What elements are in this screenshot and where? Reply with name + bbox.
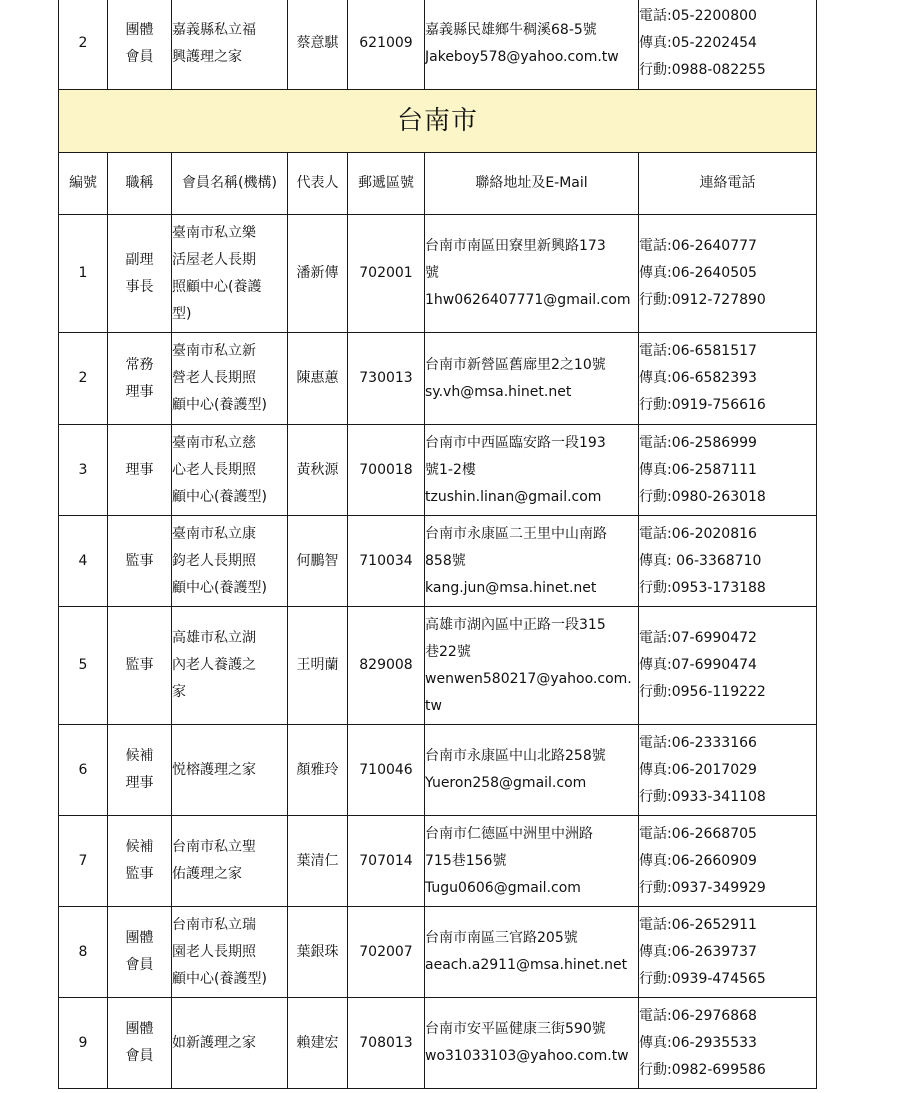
section-title-row: [59, 90, 817, 153]
cell-rep: 何鵬智: [288, 516, 348, 607]
phone-line: 電話:05-2200800: [639, 8, 757, 24]
name-line: 佑護理之家: [172, 866, 242, 882]
role-line: 理事: [125, 383, 154, 400]
fax-line: 傳真:06-2640505: [639, 265, 757, 281]
phone-line: 電話:06-2668705: [639, 825, 757, 842]
name-line: 興護理之家: [172, 48, 242, 65]
fax-line: 傳真:05-2202454: [639, 35, 757, 51]
email-link[interactable]: sy.vh@msa.hinet.net: [425, 383, 572, 400]
cell-phone: [639, 215, 817, 333]
name-line: 嘉義縣私立福: [172, 21, 256, 38]
cell-zip: 707014: [348, 816, 425, 907]
cell-name: [172, 816, 288, 907]
mobile-line: 行動:0956-119222: [639, 684, 766, 700]
table-row: [59, 516, 817, 607]
fax-line: 傳真:06-2587111: [639, 461, 757, 478]
member-table: [58, 0, 817, 1089]
cell-phone: [639, 333, 817, 425]
table-row-prev: [59, 0, 817, 90]
cell-no: 1: [59, 215, 108, 333]
name-line: 台南市私立聖: [172, 839, 256, 855]
fax-line: 傳真:07-6990474: [639, 657, 757, 673]
name-line: 臺南市私立慈: [172, 434, 256, 451]
address-line: 高雄市湖內區中正路一段315: [425, 616, 606, 633]
cell-name: [172, 516, 288, 607]
phone-line: 電話:06-2976868: [639, 1007, 757, 1024]
cell-address: [425, 516, 639, 607]
cell-no: 4: [59, 516, 108, 607]
cell-name: [172, 998, 288, 1089]
table-row: [59, 333, 817, 425]
cell-phone: [639, 516, 817, 607]
mobile-line: 行動:0919-756616: [639, 397, 766, 413]
role-line: 常務: [125, 356, 154, 373]
name-line: 悦榕護理之家: [172, 761, 256, 778]
name-line: 活屋老人長期: [172, 251, 256, 268]
phone-line: 電話:06-6581517: [639, 343, 757, 359]
cell-name: [172, 0, 288, 90]
cell-address: [425, 0, 639, 90]
cell-zip: 730013: [348, 333, 425, 425]
header-rep: 代表人: [288, 153, 348, 215]
cell-role: [108, 907, 172, 998]
address-line: 858號: [425, 552, 466, 569]
header-no: 編號: [59, 153, 108, 215]
cell-address: [425, 607, 639, 725]
cell-no: 7: [59, 816, 108, 907]
header-zip: 郵遞區號: [348, 153, 425, 215]
cell-rep: 顏雅玲: [288, 725, 348, 816]
cell-no: 2: [59, 0, 108, 90]
name-line: 顧中心(養護型): [172, 397, 267, 413]
table-row: [59, 425, 817, 516]
email-link[interactable]: aeach.a2911@msa.hinet.net: [425, 957, 628, 973]
cell-no: 8: [59, 907, 108, 998]
cell-address: [425, 998, 639, 1089]
role-line: 副理: [125, 251, 154, 268]
mobile-line: 行動:0933-341108: [639, 788, 766, 805]
cell-role: [108, 0, 172, 90]
cell-address: [425, 215, 639, 333]
cell-address: [425, 907, 639, 998]
mobile-line: 行動:0980-263018: [639, 488, 766, 505]
cell-address: [425, 333, 639, 425]
name-line: 家: [172, 684, 186, 700]
cell-rep: 賴建宏: [288, 998, 348, 1089]
role-line: 事長: [125, 278, 154, 295]
cell-name: [172, 907, 288, 998]
mobile-line: 行動:0939-474565: [639, 970, 766, 987]
cell-name: [172, 425, 288, 516]
cell-rep: 葉銀珠: [288, 907, 348, 998]
address-line: 台南市南區三官路205號: [425, 930, 578, 946]
name-line: 顧中心(養護型): [172, 970, 267, 987]
cell-phone: [639, 0, 817, 90]
cell-zip: 710034: [348, 516, 425, 607]
role-line: 團體: [125, 1021, 154, 1037]
cell-rep: 蔡意騏: [288, 0, 348, 90]
name-line: 台南市私立瑞: [172, 916, 256, 933]
table-row: [59, 907, 817, 998]
cell-zip: 708013: [348, 998, 425, 1089]
cell-role: [108, 725, 172, 816]
cell-address: [425, 816, 639, 907]
name-line: 營老人長期照: [172, 370, 256, 386]
fax-line: 傳真:06-2017029: [639, 761, 757, 778]
cell-role: [108, 607, 172, 725]
mobile-line: 行動:0953-173188: [639, 579, 766, 596]
fax-line: 傳真:06-2935533: [639, 1034, 757, 1051]
table-row: [59, 998, 817, 1089]
fax-line: 傳真:06-2660909: [639, 852, 757, 869]
cell-role: [108, 215, 172, 333]
address-line: 台南市仁德區中洲里中洲路: [425, 825, 593, 842]
cell-role: [108, 425, 172, 516]
email-link[interactable]: tw: [425, 697, 442, 714]
mobile-line: 行動:0982-699586: [639, 1061, 766, 1078]
cell-address: [425, 725, 639, 816]
email-link[interactable]: tzushin.linan@gmail.com: [425, 488, 602, 505]
phone-line: 電話:07-6990472: [639, 630, 757, 646]
role-line: 團體: [125, 930, 154, 946]
email-link[interactable]: wenwen580217@yahoo.com.: [425, 670, 632, 687]
address-line: 號: [425, 265, 439, 281]
address-line: 巷22號: [425, 643, 471, 660]
header-name: 會員名稱(機構): [172, 153, 288, 215]
cell-role: [108, 516, 172, 607]
header-address: 聯絡地址及E-Mail: [425, 153, 639, 215]
cell-zip: 710046: [348, 725, 425, 816]
cell-name: [172, 725, 288, 816]
cell-role: [108, 998, 172, 1089]
cell-phone: [639, 607, 817, 725]
cell-phone: [639, 725, 817, 816]
name-line: 高雄市私立湖: [172, 630, 256, 646]
cell-no: 2: [59, 333, 108, 425]
name-line: 臺南市私立樂: [172, 224, 256, 241]
role-line: 監事: [125, 552, 154, 569]
name-line: 型): [172, 305, 192, 322]
role-line: 會員: [125, 48, 154, 65]
name-line: 心老人長期照: [172, 461, 256, 478]
cell-no: 5: [59, 607, 108, 725]
role-line: 監事: [125, 657, 154, 673]
cell-rep: 王明蘭: [288, 607, 348, 725]
phone-line: 電話:06-2586999: [639, 434, 757, 451]
cell-rep: 黃秋源: [288, 425, 348, 516]
address-line: 號1-2樓: [425, 461, 476, 478]
section-title: 台南市: [59, 90, 817, 153]
address-line: 台南市中西區臨安路一段193: [425, 434, 606, 451]
role-line: 理事: [125, 461, 154, 478]
address-line: 台南市永康區中山北路258號: [425, 748, 606, 764]
mobile-line: 行動:0988-082255: [639, 62, 766, 78]
cell-phone: [639, 425, 817, 516]
cell-no: 9: [59, 998, 108, 1089]
role-line: 監事: [125, 866, 154, 882]
phone-line: 電話:06-2020816: [639, 525, 757, 542]
name-line: 顧中心(養護型): [172, 488, 267, 505]
cell-name: [172, 333, 288, 425]
name-line: 顧中心(養護型): [172, 579, 267, 596]
address-line: 台南市南區田寮里新興路173: [425, 238, 606, 254]
cell-zip: 829008: [348, 607, 425, 725]
address-line: 715巷156號: [425, 852, 507, 869]
email-link[interactable]: wo31033103@yahoo.com.tw: [425, 1048, 629, 1064]
cell-phone: [639, 998, 817, 1089]
header-row: [59, 153, 817, 215]
role-line: 團體: [125, 21, 154, 38]
cell-role: [108, 816, 172, 907]
phone-line: 電話:06-2652911: [639, 916, 757, 933]
table-row: [59, 607, 817, 725]
cell-zip: 621009: [348, 0, 425, 90]
email-link[interactable]: kang.jun@msa.hinet.net: [425, 579, 597, 596]
fax-line: 傳真:06-6582393: [639, 370, 757, 386]
name-line: 內老人養護之: [172, 657, 256, 673]
address-line: 台南市永康區二王里中山南路: [425, 525, 607, 542]
mobile-line: 行動:0937-349929: [639, 879, 766, 896]
cell-rep: 葉清仁: [288, 816, 348, 907]
name-line: 臺南市私立康: [172, 525, 256, 542]
email-link[interactable]: Tugu0606@gmail.com: [425, 879, 581, 896]
cell-name: [172, 215, 288, 333]
role-line: 候補: [125, 748, 154, 764]
table-row: [59, 816, 817, 907]
email-link[interactable]: Jakeboy578@yahoo.com.tw: [425, 48, 619, 65]
table-row: [59, 725, 817, 816]
role-line: 理事: [125, 775, 154, 791]
email-link[interactable]: Yueron258@gmail.com: [425, 775, 587, 791]
mobile-line: 行動:0912-727890: [639, 292, 766, 308]
address-line: 台南市安平區健康三街590號: [425, 1021, 606, 1037]
cell-zip: 702007: [348, 907, 425, 998]
email-link[interactable]: 1hw0626407771@gmail.com: [425, 292, 631, 308]
cell-role: [108, 333, 172, 425]
name-line: 如新護理之家: [172, 1034, 256, 1051]
address-line: 台南市新營區舊廍里2之10號: [425, 356, 606, 373]
cell-phone: [639, 907, 817, 998]
cell-no: 6: [59, 725, 108, 816]
phone-line: 電話:06-2333166: [639, 734, 757, 751]
name-line: 臺南市私立新: [172, 343, 256, 359]
fax-line: 傳真:06-2639737: [639, 943, 757, 960]
name-line: 照顧中心(養護: [172, 278, 262, 295]
role-line: 候補: [125, 839, 154, 855]
address-line: 嘉義縣民雄鄉牛稠溪68-5號: [425, 21, 597, 38]
cell-rep: 陳惠蕙: [288, 333, 348, 425]
cell-name: [172, 607, 288, 725]
table-row: [59, 215, 817, 333]
phone-line: 電話:06-2640777: [639, 238, 757, 254]
cell-phone: [639, 816, 817, 907]
fax-line: 傳真: 06-3368710: [639, 552, 762, 569]
role-line: 會員: [125, 1048, 154, 1064]
cell-address: [425, 425, 639, 516]
cell-zip: 700018: [348, 425, 425, 516]
cell-no: 3: [59, 425, 108, 516]
cell-zip: 702001: [348, 215, 425, 333]
header-phone: 連絡電話: [639, 153, 817, 215]
cell-rep: 潘新傳: [288, 215, 348, 333]
name-line: 鈞老人長期照: [172, 552, 256, 569]
header-role: 職稱: [108, 153, 172, 215]
role-line: 會員: [125, 957, 154, 973]
name-line: 園老人長期照: [172, 943, 256, 960]
